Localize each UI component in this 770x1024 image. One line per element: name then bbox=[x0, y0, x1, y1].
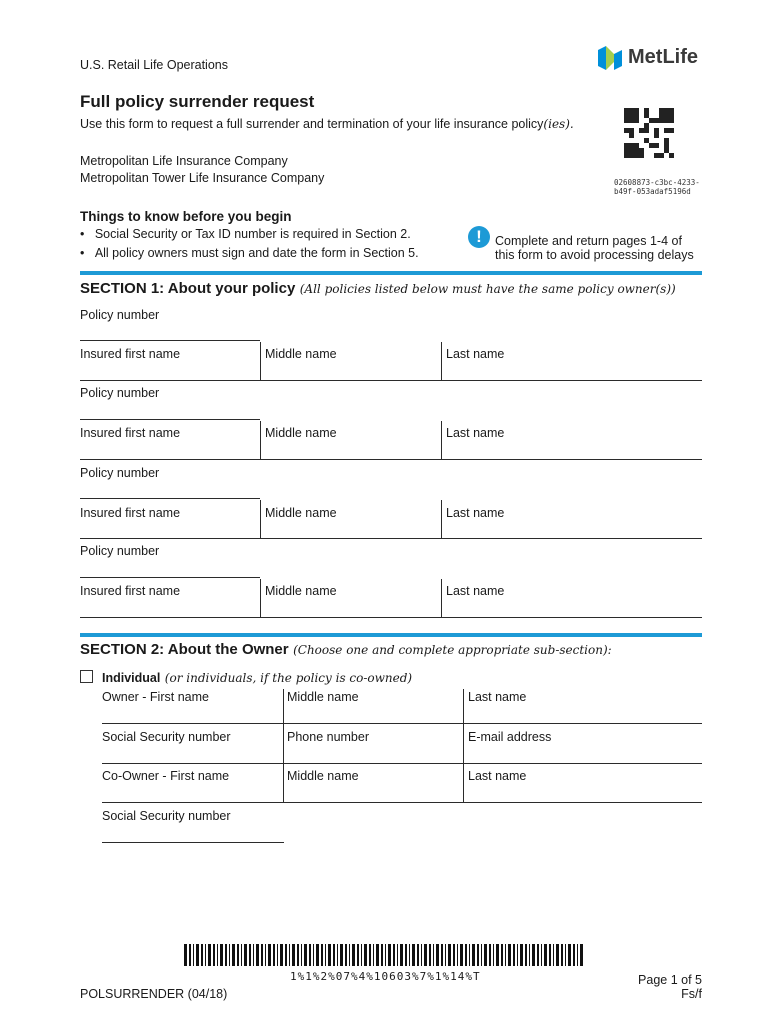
insured-first-name-label: Insured first name bbox=[80, 426, 181, 440]
ssn-label: Social Security number bbox=[102, 730, 231, 744]
insured-first-name-label: Insured first name bbox=[80, 347, 181, 361]
page-number: Page 1 of 5 bbox=[638, 973, 702, 987]
individual-note: (or individuals, if the policy is co-owned) bbox=[164, 671, 413, 685]
notice-line-2: this form to avoid processing delays bbox=[495, 248, 694, 262]
insured-name-field[interactable] bbox=[80, 617, 702, 618]
division-label: U.S. Retail Life Operations bbox=[80, 58, 228, 72]
last-name-label: Last name bbox=[446, 426, 505, 440]
individual-checkbox[interactable] bbox=[80, 670, 93, 683]
coowner-middle-name-label: Middle name bbox=[287, 769, 359, 783]
owner-name-field[interactable] bbox=[102, 723, 702, 724]
section2-title: SECTION 2: About the Owner bbox=[80, 641, 289, 658]
owner-middle-name-label: Middle name bbox=[287, 690, 359, 704]
field-divider bbox=[463, 724, 464, 763]
section1-title: SECTION 1: About your policy bbox=[80, 280, 296, 297]
bullet-2-text: All policy owners must sign and date the form in Section 5. bbox=[94, 246, 419, 260]
individual-label: Individual bbox=[102, 671, 161, 685]
bullet-icon: • bbox=[80, 246, 85, 260]
section1-rule bbox=[80, 271, 702, 275]
coowner-first-name-label: Co-Owner - First name bbox=[102, 769, 230, 783]
section1-header bbox=[80, 280, 676, 298]
field-divider bbox=[441, 421, 442, 459]
policy-number-label: Policy number bbox=[80, 386, 160, 400]
metlife-wordmark: MetLife bbox=[628, 46, 698, 68]
field-divider bbox=[463, 689, 464, 724]
bullet-2 bbox=[80, 246, 419, 260]
policy-number-label: Policy number bbox=[80, 544, 160, 558]
qr-code-icon bbox=[624, 108, 674, 158]
policy-number-label: Policy number bbox=[80, 308, 160, 322]
owner-contact-field[interactable] bbox=[102, 763, 702, 764]
policy-number-field[interactable] bbox=[80, 577, 260, 578]
coowner-ssn-label: Social Security number bbox=[102, 809, 231, 823]
middle-name-label: Middle name bbox=[265, 426, 337, 440]
field-divider bbox=[283, 689, 284, 724]
bullet-icon: • bbox=[80, 227, 85, 241]
insured-first-name-label: Insured first name bbox=[80, 584, 181, 598]
policy-number-label: Policy number bbox=[80, 466, 160, 480]
subtitle bbox=[80, 117, 574, 131]
policy-number-field[interactable] bbox=[80, 340, 260, 341]
bullet-1-text: Social Security or Tax ID number is required in Section 2. bbox=[94, 227, 411, 241]
company-2: Metropolitan Tower Life Insurance Company bbox=[80, 171, 325, 185]
metlife-logo-icon bbox=[596, 44, 624, 72]
barcode-text: 1%1%2%07%4%10603%7%1%14%T bbox=[290, 970, 481, 983]
subtitle-suffix: (ies). bbox=[543, 117, 574, 131]
document-id-line1: 02608873-c3bc-4233- bbox=[614, 178, 700, 187]
last-name-label: Last name bbox=[446, 584, 505, 598]
field-divider bbox=[283, 764, 284, 802]
coowner-name-field[interactable] bbox=[102, 802, 702, 803]
policy-number-field[interactable] bbox=[80, 419, 260, 420]
coowner-ssn-field[interactable] bbox=[102, 842, 284, 843]
insured-name-field[interactable] bbox=[80, 380, 702, 381]
field-divider bbox=[441, 342, 442, 380]
middle-name-label: Middle name bbox=[265, 584, 337, 598]
field-divider bbox=[260, 421, 261, 459]
insured-name-field[interactable] bbox=[80, 538, 702, 539]
exclamation-icon: ! bbox=[468, 226, 490, 248]
section1-note: (All policies listed below must have the same policy owner(s)) bbox=[299, 282, 676, 296]
footer-code: Fs/f bbox=[681, 987, 702, 1001]
notice-line-1: Complete and return pages 1-4 of bbox=[495, 234, 682, 248]
document-id bbox=[614, 178, 700, 196]
section2-header bbox=[80, 641, 612, 659]
middle-name-label: Middle name bbox=[265, 347, 337, 361]
section2-note: (Choose one and complete appropriate sub-section): bbox=[293, 643, 612, 657]
owner-first-name-label: Owner - First name bbox=[102, 690, 209, 704]
document-id-line2: b49f-053adaf5196d bbox=[614, 187, 691, 196]
barcode-icon bbox=[184, 944, 584, 966]
company-1: Metropolitan Life Insurance Company bbox=[80, 154, 288, 168]
page-title: Full policy surrender request bbox=[80, 92, 315, 111]
field-divider bbox=[260, 579, 261, 617]
owner-last-name-label: Last name bbox=[468, 690, 527, 704]
field-divider bbox=[441, 500, 442, 538]
things-heading: Things to know before you begin bbox=[80, 209, 292, 224]
field-divider bbox=[260, 500, 261, 538]
last-name-label: Last name bbox=[446, 506, 505, 520]
policy-number-field[interactable] bbox=[80, 498, 260, 499]
last-name-label: Last name bbox=[446, 347, 505, 361]
email-label: E-mail address bbox=[468, 730, 552, 744]
subtitle-text: Use this form to request a full surrender and termination of your life insurance policy bbox=[80, 117, 544, 131]
insured-name-field[interactable] bbox=[80, 459, 702, 460]
field-divider bbox=[463, 764, 464, 802]
field-divider bbox=[260, 342, 261, 380]
phone-label: Phone number bbox=[287, 730, 370, 744]
metlife-logo bbox=[596, 44, 706, 72]
individual-option bbox=[102, 669, 412, 687]
form-code: POLSURRENDER (04/18) bbox=[80, 987, 228, 1001]
section2-rule bbox=[80, 633, 702, 637]
field-divider bbox=[441, 579, 442, 617]
insured-first-name-label: Insured first name bbox=[80, 506, 181, 520]
coowner-last-name-label: Last name bbox=[468, 769, 527, 783]
bullet-1 bbox=[80, 227, 411, 241]
middle-name-label: Middle name bbox=[265, 506, 337, 520]
field-divider bbox=[283, 724, 284, 763]
